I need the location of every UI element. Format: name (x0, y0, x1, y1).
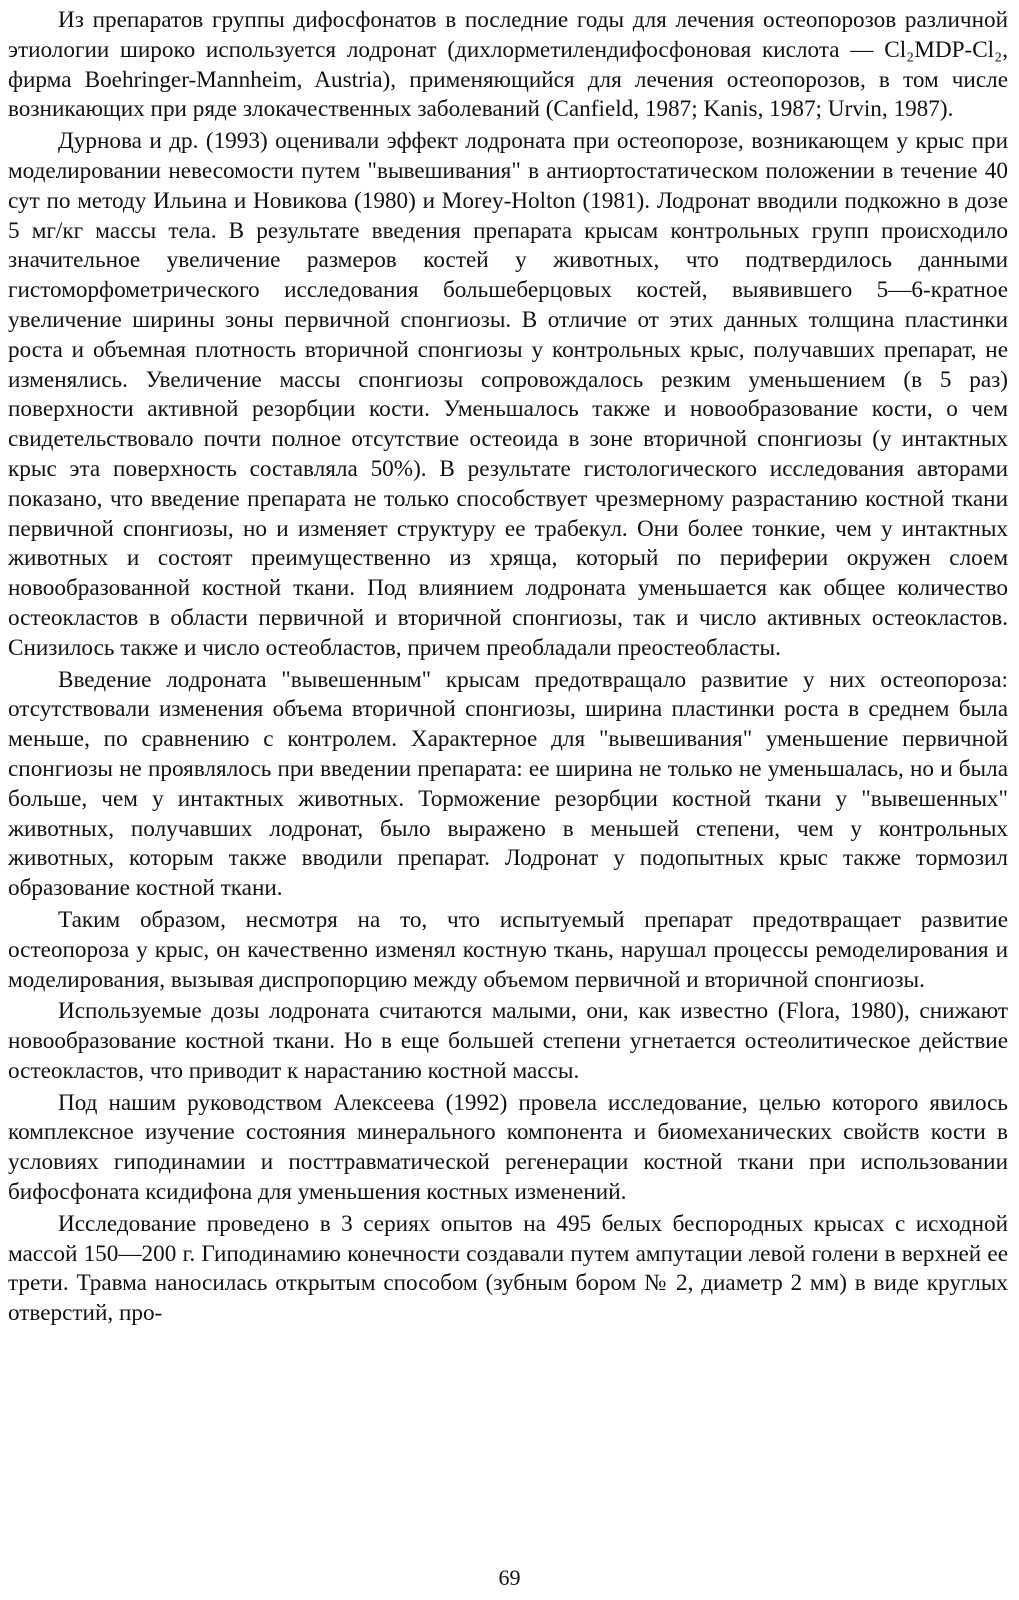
paragraph-methods: Исследование проведено в 3 сериях опытов на 495 белых беспородных крысах с исходной массой 150—200 г. Гиподинамию конечности создавали путем ампутации левой голени в верхней ее трети. Травма наносилась открытым способом (зубным бором № 2, диаметр 2 мм) в виде круглых отверстий, про- (8, 1210, 1008, 1327)
paragraph-conclusion: Таким образом, несмотря на то, что испытуемый препарат предотвращает развитие остеопороза у крыс, он качественно изменял костную ткань, нарушал процессы ремоделирования и моделирования, вызывая диспропорцию между объемом первичной и вторичной спонгиозы. (8, 906, 1008, 993)
paragraph-doses: Используемые дозы лодроната считаются малыми, они, как известно (Flora, 1980), снижают новообразование костной ткани. Но в еще большей степени угнетается остеолитическое действие остеокластов, что приводит к нарастанию костной массы. (8, 998, 1008, 1084)
paragraph-suspended-rats: Введение лодроната "вывешенным" крысам предотвращало развитие у них остеопороза: отсутствовали изменения объема вторичной спонгиозы, ширина пластинки роста в среднем была меньше, по сравнению с контролем. Характерное для "вывешивания" уменьшение первичной спонгиозы не проявлялось при введении препарата: ее ширина не только не уменьшалась, но и была больше, чем у интактных животных. Торможение резорбции костной ткани у "вывешенных" животных, получавших лодронат, было выражено в меньшей степени, чем у контрольных животных, которым также вводили препарат. Лодронат у подопытных крыс также тормозил образование костной ткани. (8, 666, 1008, 902)
paragraph-durnova-study: Дурнова и др. (1993) оценивали эффект лодроната при остеопорозе, возникающем у крыс при моделировании невесомости путем "вывешивания" в антиортостатическом положении в течение 40 сут по методу Ильина и Новикова (1980) и Morey-Holton (1981). Лодронат вводили подкожно в дозе 5 мг/кг массы тела. В результате введения препарата крысам контрольных групп происходило значительное увеличение размеров костей у животных, что подтвердилось данными гистоморфометрического исследования большеберцовых костей, выявившего 5—6-кратное увеличение ширины зоны первичной спонгиозы. В отличие от этих данных толщина пластинки роста и объемная плотность вторичной спонгиозы у контрольных крыс, получавших препарат, не изменялись. Увеличение массы спонгиозы сопровождалось резким уменьшением (в 5 раз) поверхности активной резорбции кости. Уменьшалось также и новообразование кости, о чем свидетельствовало почти полное отсутствие остеоида в зоне вторичной спонгиозы (у интактных крыс эта поверхность составляла 50%). В результате гистологического исследования авторами показано, что введение препарата не только способствует чрезмерному разрастанию костной ткани первичной спонгиозы, но и изменяет структуру ее трабекул. Они более тонкие, чем у интактных животных и состоят преимущественно из хряща, который по периферии окружен слоем новообразованной костной ткани. Под влиянием лодроната уменьшается как общее количество остеокластов в области первичной и вторичной спонгиозы, так и число активных остеокластов. Снизилось также и число остеобластов, причем преобладали преостеобласты. (8, 128, 1008, 661)
page-number: 69 (498, 1565, 521, 1590)
paragraph-lodronate-intro: Из препаратов группы дифосфонатов в последние годы для лечения остеопорозов различной этиологии широко используется лодронат (дихлорметилендифосфоновая кислота — Cl₂MDP-Cl₂, фирма Boehringer-Mannheim, Austria), применяющийся для лечения остеопорозов, в том числе возникающих при ряде злокачественных заболеваний (Canfield, 1987; Kanis, 1987; Urvin, 1987). (8, 7, 1008, 123)
paragraph-alekseeva-study: Под нашим руководством Алексеева (1992) провела исследование, целью которого явилось комплексное изучение состояния минерального компонента и биомеханических свойств кости в условиях гиподинамии и посттравматической регенерации костной ткани при использовании бифосфоната ксидифона для уменьшения костных изменений. (8, 1089, 1008, 1206)
page-body (8, 6, 1008, 1331)
